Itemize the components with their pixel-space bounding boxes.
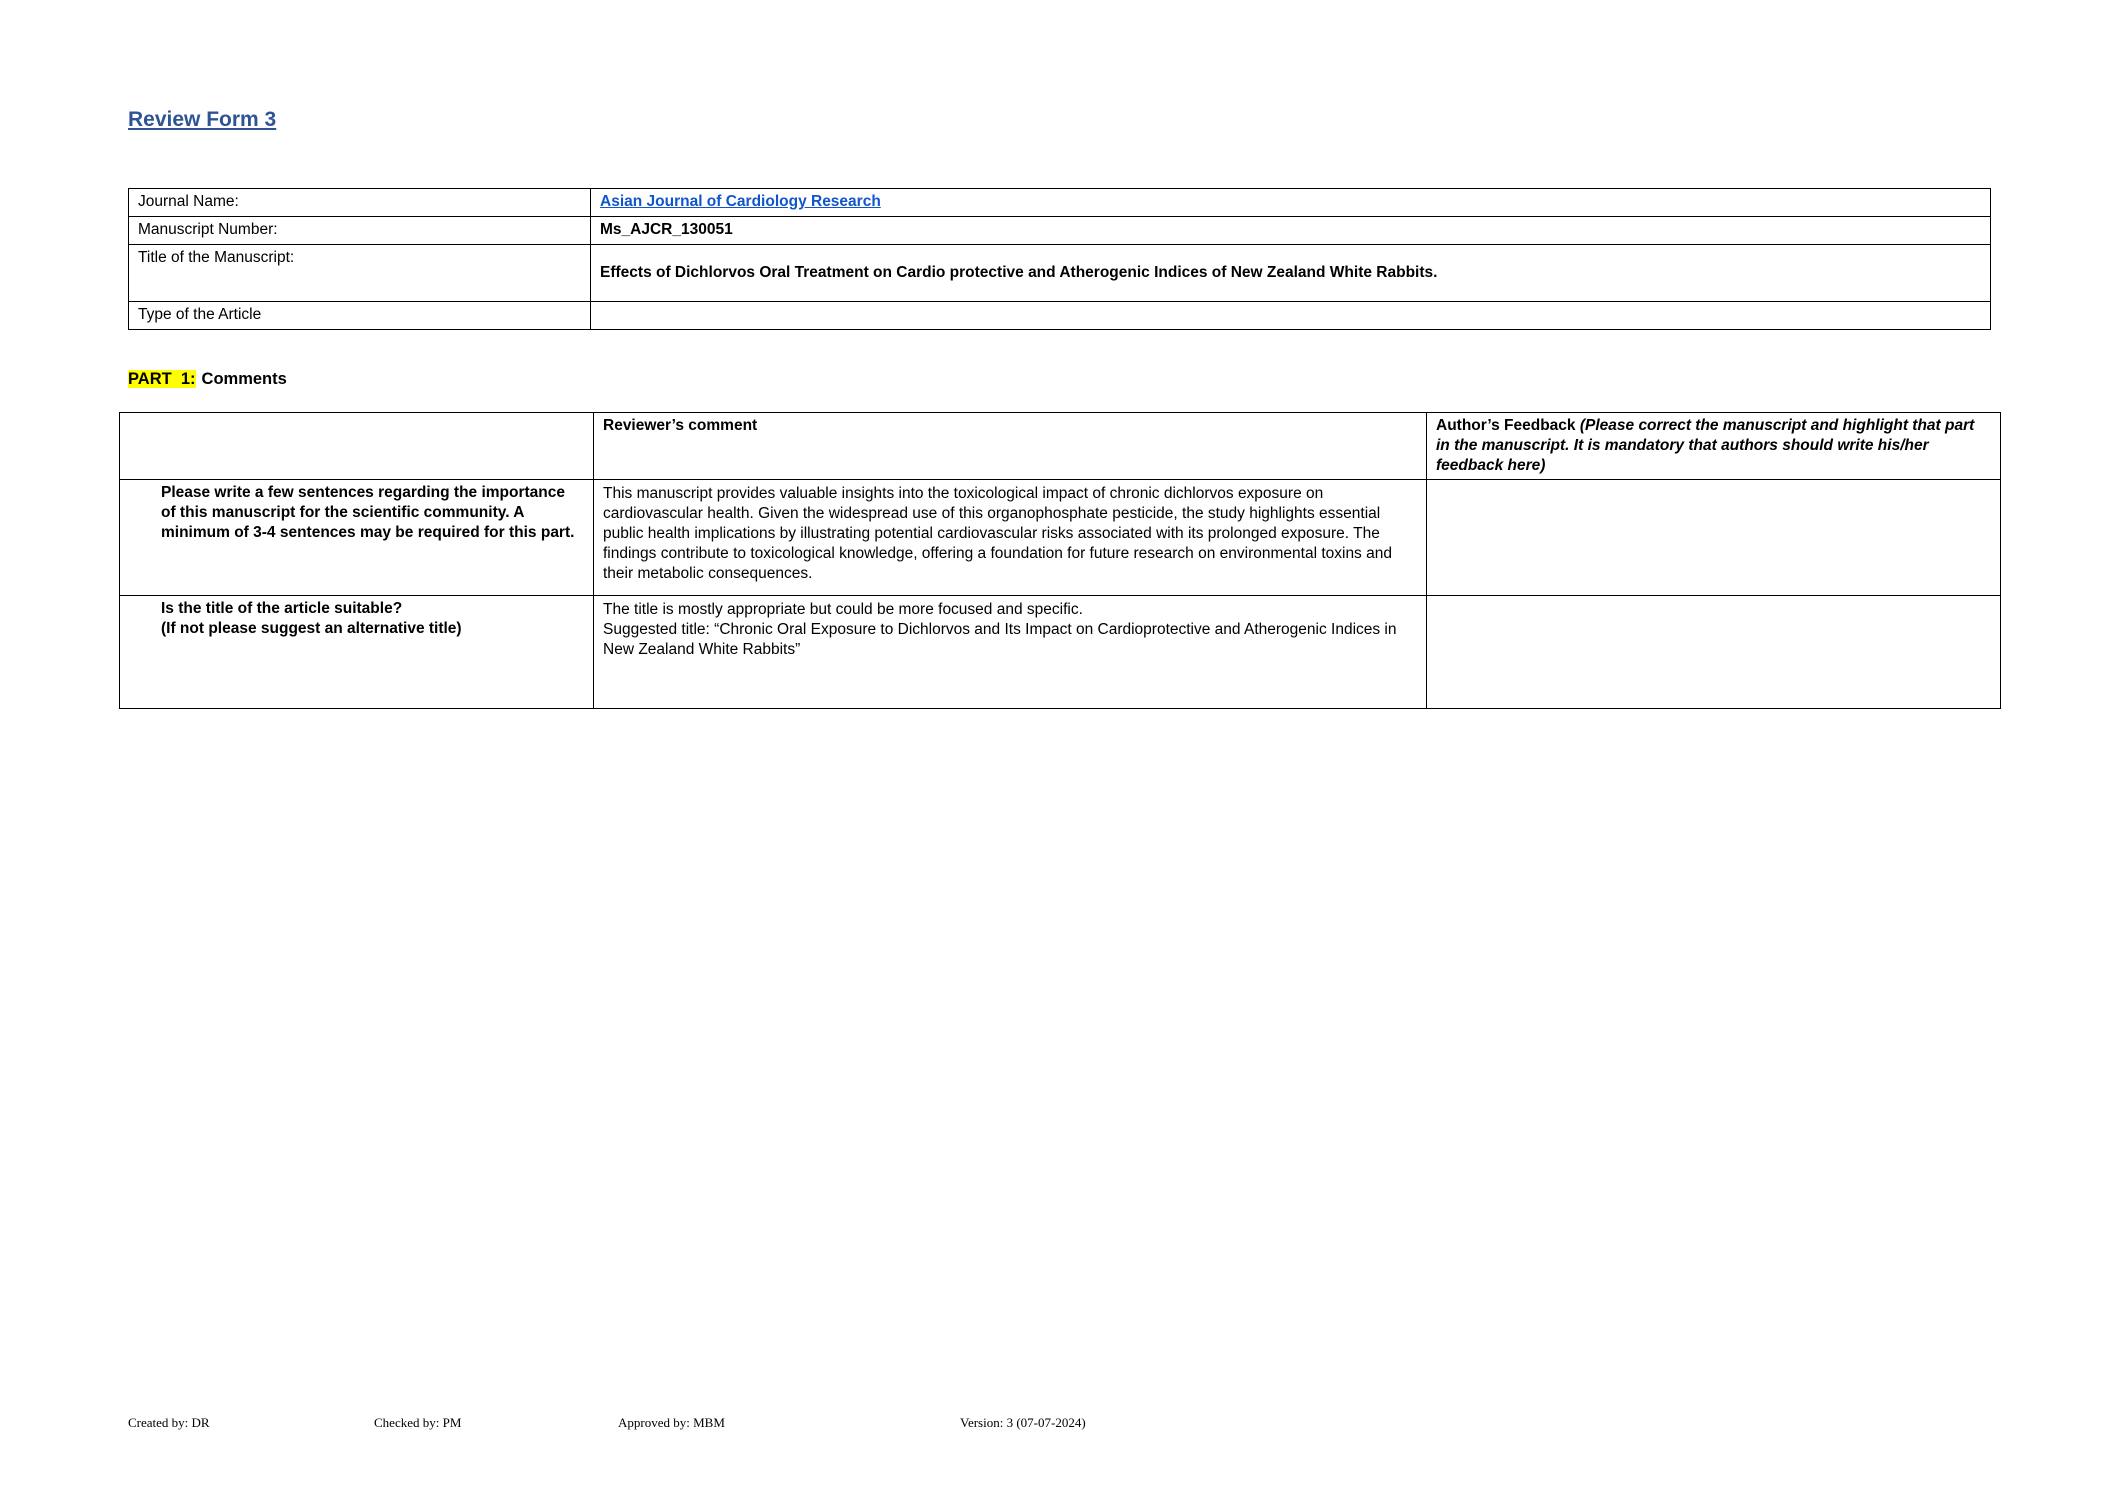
footer-approved-by: Approved by: MBM: [618, 1415, 725, 1430]
reviewer-comment-title: [594, 596, 1427, 709]
question-title-line2: (If not please suggest an alternative title): [161, 620, 462, 637]
footer-created-by: Created by: DR: [128, 1415, 210, 1430]
part1-title: Comments: [201, 370, 287, 388]
part1-label: PART 1:: [128, 370, 196, 388]
manuscript-number-label: Manuscript Number:: [129, 217, 591, 245]
table-row: [129, 189, 1991, 217]
manuscript-title-label: Title of the Manuscript:: [129, 245, 591, 302]
question-title-line1: Is the title of the article suitable?: [161, 600, 403, 617]
journal-name-link[interactable]: Asian Journal of Cardiology Research: [600, 193, 881, 210]
author-feedback-cell[interactable]: [1427, 596, 2001, 709]
manuscript-title-value: Effects of Dichlorvos Oral Treatment on Cardio protective and Atherogenic Indices of New Zealand White Rabbits.: [591, 245, 1991, 302]
journal-name-cell: [591, 189, 1991, 217]
footer-checked-by: Checked by: PM: [374, 1415, 462, 1430]
manuscript-number-value: Ms_AJCR_130051: [591, 217, 1991, 245]
author-feedback-header-bold: Author’s Feedback: [1436, 417, 1576, 434]
question-title-suitability: [120, 596, 594, 709]
table-row: [129, 217, 1991, 245]
article-type-value[interactable]: [591, 302, 1991, 330]
author-feedback-header: [1427, 413, 2001, 480]
table-row: [129, 302, 1991, 330]
manuscript-info-table: [128, 188, 1991, 330]
comments-table: [119, 412, 2001, 709]
reviewer-comment-importance: This manuscript provides valuable insights into the toxicological impact of chronic dichlorvos exposure on cardiovascular health. Given the widespread use of this organophosphate pesticide, the study highlights essential public health implications by illustrating potential cardiovascular risks associated with its prolonged exposure. The findings contribute to toxicological knowledge, offering a foundation for future research on environmental toxins and their metabolic consequences.: [594, 480, 1427, 596]
footer-version: Version: 3 (07-07-2024): [960, 1415, 1086, 1430]
reviewer-comment-title-line2: Suggested title: “Chronic Oral Exposure to Dichlorvos and Its Impact on Cardioprotective and Atherogenic Indices in New Zealand White Rabbits”: [603, 621, 1397, 658]
journal-name-label: Journal Name:: [129, 189, 591, 217]
empty-header-cell: [120, 413, 594, 480]
document-title: Review Form 3: [128, 108, 277, 131]
article-type-label: Type of the Article: [129, 302, 591, 330]
table-row: [129, 245, 1991, 302]
table-row: [120, 596, 2001, 709]
reviewer-comment-header: Reviewer’s comment: [594, 413, 1427, 480]
author-feedback-header-note: (Please correct the manuscript and highlight that part in the manuscript. It is mandatory that authors should write his/her feedback here): [1436, 417, 1975, 474]
table-header-row: [120, 413, 2001, 480]
reviewer-comment-title-line1: The title is mostly appropriate but could be more focused and specific.: [603, 601, 1083, 618]
author-feedback-cell[interactable]: [1427, 480, 2001, 596]
table-row: [120, 480, 2001, 596]
part1-heading: [128, 370, 287, 389]
question-importance: Please write a few sentences regarding the importance of this manuscript for the scientific community. A minimum of 3-4 sentences may be required for this part.: [120, 480, 594, 596]
